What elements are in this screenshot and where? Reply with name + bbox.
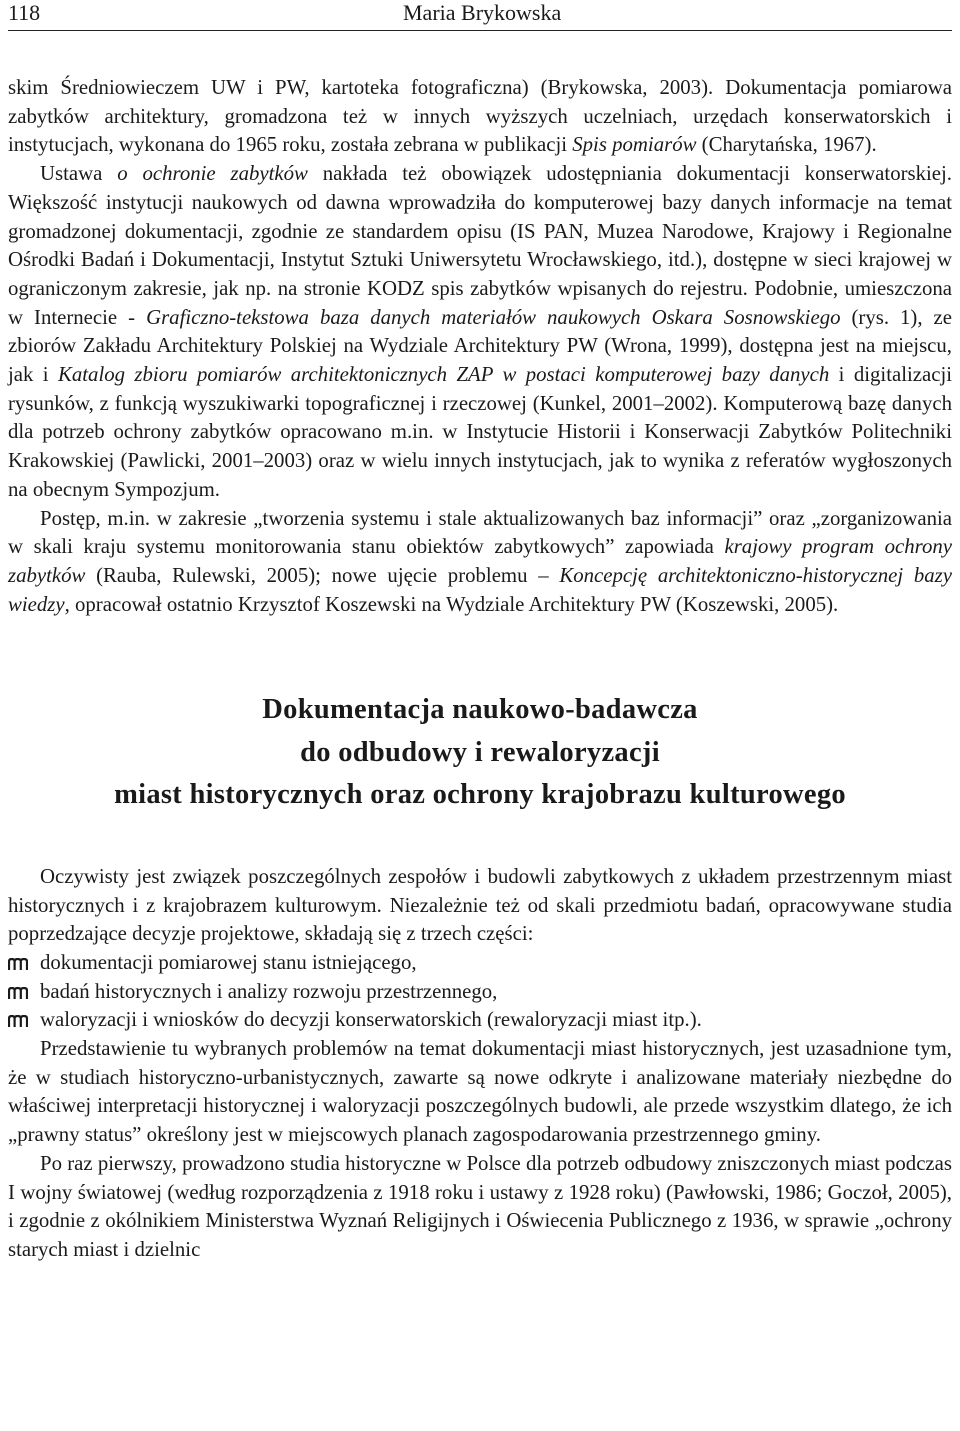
paragraph: Po raz pierwszy, prowadzono studia historyczne w Polsce dla potrzeb odbudowy zniszczonych miast podczas I wojny światowej (według rozporządzenia z 1918 roku i ustawy z 1928 roku) (Pawłowski, 1986; Goczoł, 2005), i zgodnie z okólnikiem Ministerstwa Wyznań Religijnych i Oświecenia Publicznego z 1936, w sprawie „ochrony starych miast i dzielnic	[8, 1151, 952, 1261]
text-run: skim Średniowieczem UW i PW, kartoteka fotograficzna) (Brykowska, 2003). Dokumentacja pomiarowa zabytków architektury, gromadzona też w innych wyższych uczelniach, urzędach konserwatorskich i instytucjach, wykonana do 1965 roku, została zebrana w publikacji	[8, 76, 952, 157]
text-run: (Rauba, Rulewski, 2005); nowe ujęcie problemu –	[85, 563, 560, 587]
section-heading	[8, 689, 952, 817]
list-item-text: waloryzacji i wniosków do decyzji konserwatorskich (rewaloryzacji miast itp.).	[40, 1008, 702, 1032]
running-head-author: Maria Brykowska	[403, 0, 562, 25]
body-text	[8, 74, 952, 1265]
section-heading-line: do odbudowy i rewaloryzacji	[300, 736, 660, 768]
list-item	[8, 978, 952, 1007]
italic-title: Koncepcję architektoniczno-historycznej bazy wiedzy	[8, 563, 952, 616]
paragraph	[8, 160, 952, 504]
text-run: (Charytańska, 1967).	[696, 133, 877, 157]
bullet-list	[8, 949, 952, 1035]
text-run: Postęp, m.in. w zakresie „tworzenia systemu i stale aktualizowanych baz informacji” oraz „zorganizowania w skali kraju systemu monitorowania stanu obiektów zabytkowych” zapowiada	[8, 506, 952, 559]
text-run: (rys. 1), ze zbiorów Zakładu Architektury Polskiej na Wydziale Architektury PW (Wrona, 1999), dostępna jest na miejscu, jak i	[8, 305, 953, 387]
italic-title: Katalog zbioru pomiarów architektonicznych ZAP w postaci komputerowej bazy danych	[58, 363, 830, 387]
section-heading-line: miast historycznych oraz ochrony krajobrazu kulturowego	[114, 779, 846, 811]
list-item-text: badań historycznych i analizy rozwoju przestrzennego,	[40, 979, 498, 1003]
text-run: , opracował ostatnio Krzysztof Koszewski na Wydziale Architektury PW (Koszewski, 2005).	[64, 592, 839, 616]
bullet-icon	[8, 958, 28, 971]
paragraph	[8, 505, 952, 620]
paragraph-continued	[8, 74, 952, 160]
italic-title: krajowy program ochrony zabytków	[8, 535, 952, 587]
italic-title: o ochronie zabytków	[117, 162, 308, 186]
list-item	[8, 949, 952, 978]
italic-title: Graficzno-tekstowa baza danych materiałów naukowych Oskara Sosnowskiego	[146, 305, 841, 329]
running-header	[8, 0, 952, 31]
text-run: Ustawa	[40, 162, 118, 186]
paragraph: Oczywisty jest związek poszczególnych zespołów i budowli zabytkowych z układem przestrzennym miast historycznych i z krajobrazem kulturowym. Niezależnie też od skali przedmiotu badań, opracowywane studia poprzedzające decyzje projektowe, składają się z trzech części:	[8, 864, 952, 946]
bullet-icon	[8, 1015, 28, 1028]
list-item	[8, 1006, 952, 1035]
paragraph: Przedstawienie tu wybranych problemów na temat dokumentacji miast historycznych, jest uzasadnione tym, że w studiach historyczno-urbanistycznych, zawarte są nowe odkryte i analizowane materiały niezbędne do właściwej interpretacji historycznej i waloryzacji poszczególnych budowli, ale przede wszystkim dlatego, że ich „prawny status” określony jest w miejscowych planach zagospodarowania przestrzennego gminy.	[8, 1037, 952, 1147]
text-run: nakłada też obowiązek udostępniania dokumentacji konserwatorskiej. Większość instytucji naukowych od dawna wprowadziła do komputerowej bazy danych informacje na temat gromadzonej dokumentacji, zgodnie ze standardem opisu (IS PAN, Muzea Narodowe, Krajowy i Regionalne Ośrodki Badań i Dokumentacji, Instytut Sztuki Uniwersytetu Wrocławskiego, itd.), dostępne w sieci krajowej w ograniczonym zakresie, jak np. na stronie KODZ spis zabytków wpisanych do rejestru. Podobnie, umieszczona w Internecie -	[8, 162, 952, 329]
page-number: 118	[8, 0, 41, 25]
italic-title: Spis pomiarów	[572, 133, 697, 157]
text-run: i digitalizacji rysunków, z funkcją wyszukiwarki topograficznej i rzeczowej (Kunkel, 2001–2002). Komputerową bazę danych dla potrzeb ochrony zabytków opracowano m.in. w Instytucie Historii i Konserwacji Zabytków Politechniki Krakowskiej (Pawlicki, 2001–2003) oraz w wielu innych instytucjach, jak to wynika z referatów wygłoszonych na obecnym Sympozjum.	[8, 363, 953, 501]
section-heading-line: Dokumentacja naukowo-badawcza	[262, 694, 698, 726]
bullet-icon	[8, 987, 28, 1000]
list-item-text: dokumentacji pomiarowej stanu istniejącego,	[40, 950, 417, 974]
